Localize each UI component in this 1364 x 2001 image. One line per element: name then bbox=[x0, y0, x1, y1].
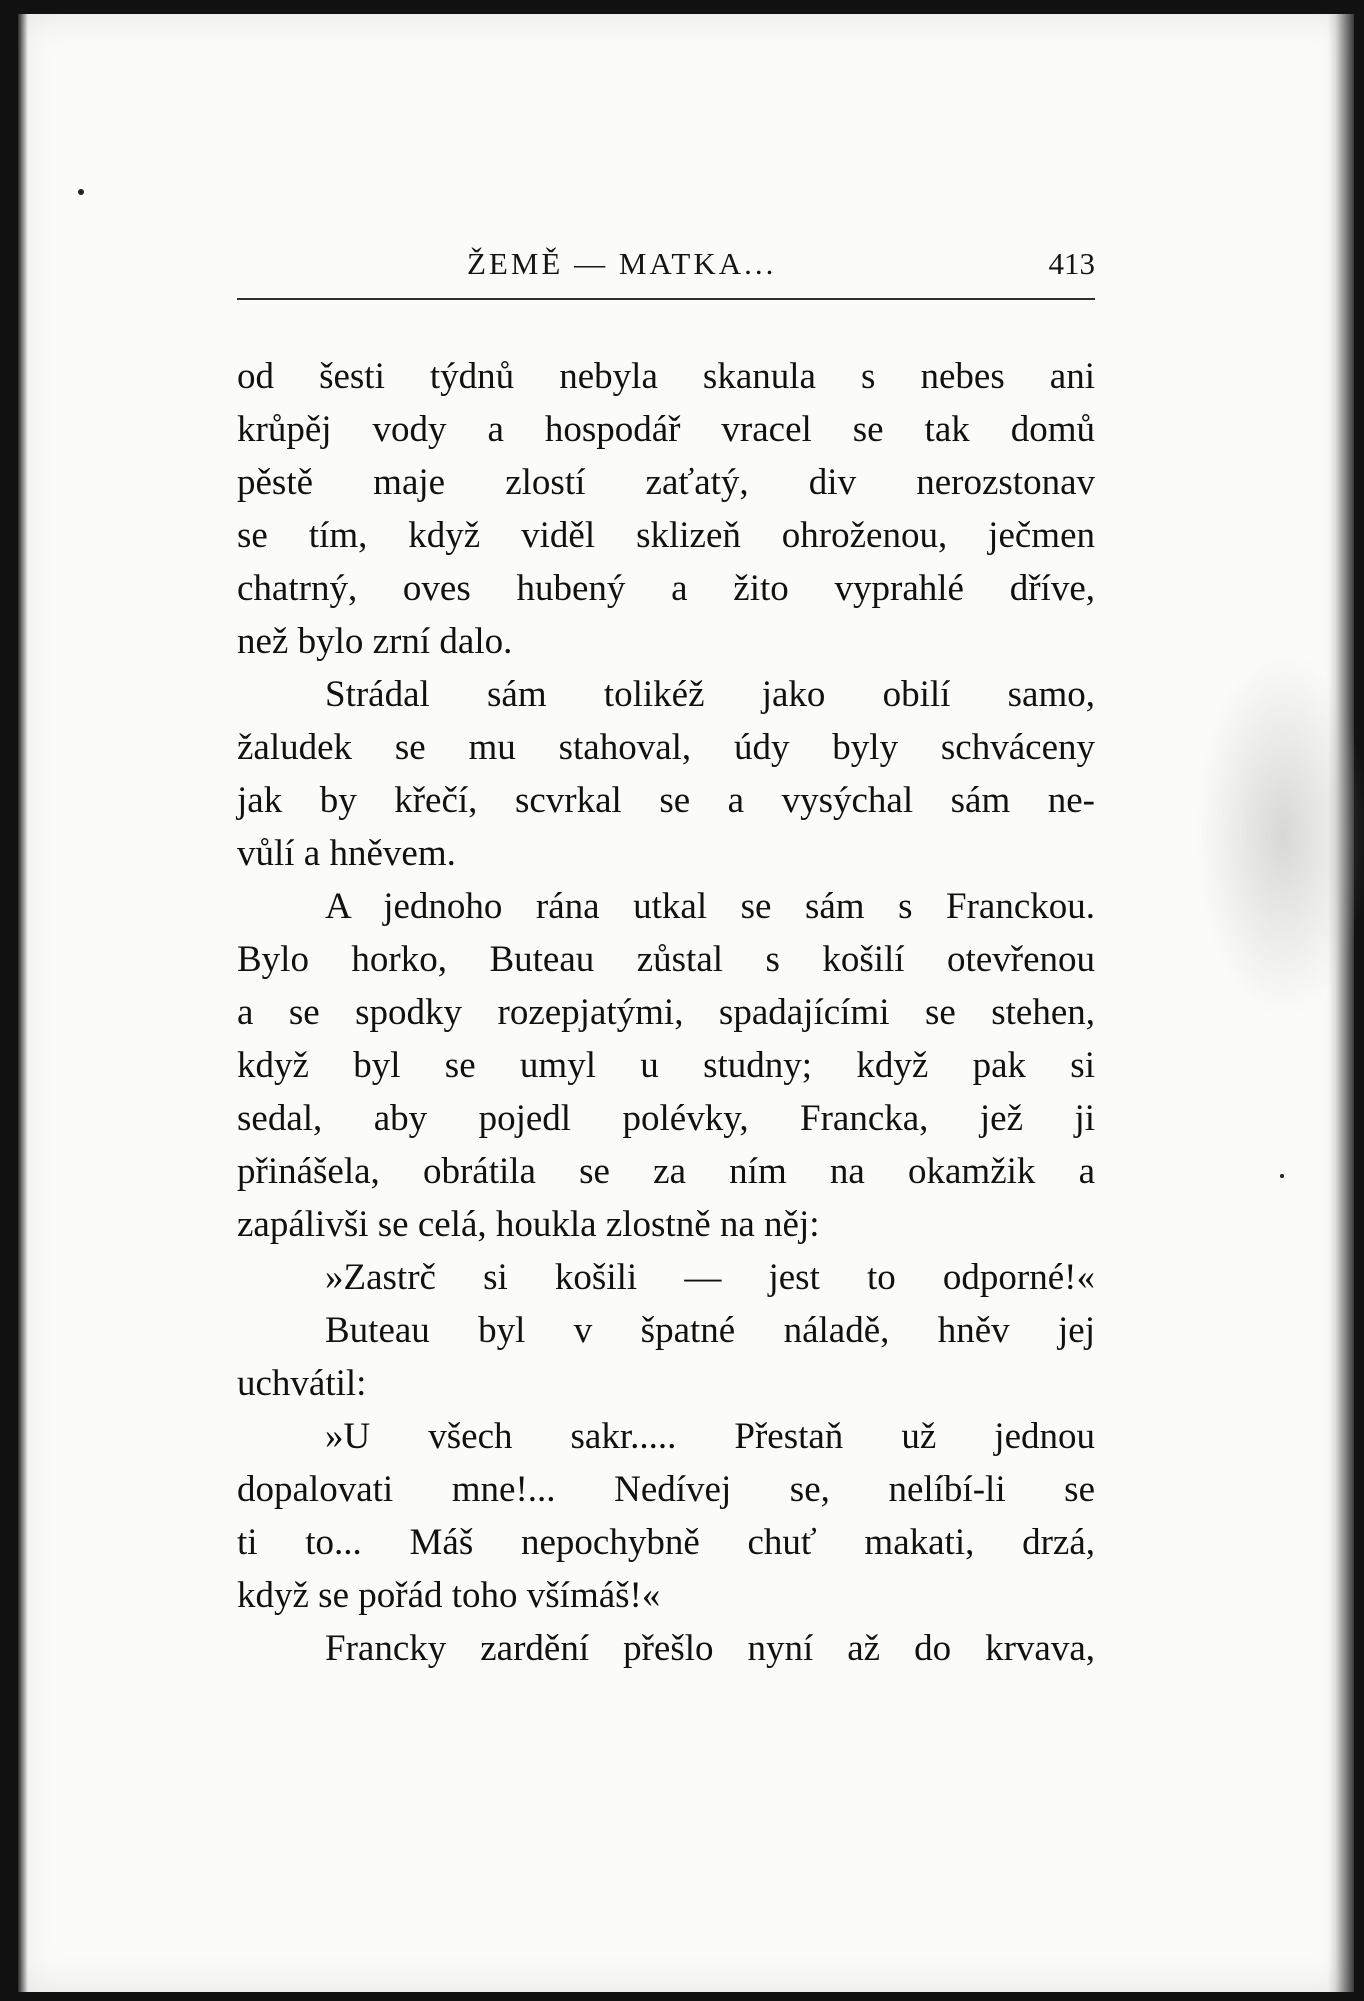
text-line: Bylo horko, Buteau zůstal s košilí otevřenou bbox=[237, 939, 1095, 980]
text-line: Strádal sám tolikéž jako obilí samo, bbox=[325, 674, 1095, 715]
text-line: když se pořád toho všímáš!« bbox=[237, 1575, 661, 1616]
ink-speck bbox=[1280, 1174, 1284, 1178]
text-line: vůlí a hněvem. bbox=[237, 833, 456, 874]
text-line: a se spodky rozepjatými, spadajícími se stehen, bbox=[237, 992, 1095, 1033]
text-line: chatrný, oves hubený a žito vyprahlé dříve, bbox=[237, 568, 1095, 609]
text-line: krůpěj vody a hospodář vracel se tak domů bbox=[237, 409, 1095, 450]
running-head bbox=[237, 246, 1095, 294]
text-line: se tím, když viděl sklizeň ohroženou, ječmen bbox=[237, 515, 1095, 556]
text-line: »Zastrč si košili — jest to odporné!« bbox=[325, 1257, 1095, 1298]
text-line: dopalovati mne!... Nedívej se, nelíbí-li se bbox=[237, 1469, 1095, 1510]
running-head-title: ŽEMĚ — MATKA... bbox=[467, 246, 777, 281]
text-line: Buteau byl v špatné náladě, hněv jej bbox=[325, 1310, 1095, 1351]
text-line: přinášela, obrátila se za ním na okamžik a bbox=[237, 1151, 1095, 1192]
body-text bbox=[237, 350, 1095, 1675]
page-number: 413 bbox=[1048, 246, 1095, 281]
text-line: než bylo zrní dalo. bbox=[237, 621, 513, 662]
text-line: »U všech sakr..... Přestaň už jednou bbox=[325, 1416, 1095, 1457]
scan-smudge bbox=[1198, 654, 1364, 1014]
text-line: když byl se umyl u studny; když pak si bbox=[237, 1045, 1095, 1086]
text-line: uchvátil: bbox=[237, 1363, 367, 1404]
text-line: jak by křečí, scvrkal se a vysýchal sám ne- bbox=[237, 780, 1095, 821]
ink-speck bbox=[78, 189, 84, 195]
text-line: A jednoho rána utkal se sám s Franckou. bbox=[325, 886, 1095, 927]
header-rule bbox=[237, 298, 1095, 300]
text-line: sedal, aby pojedl polévky, Francka, jež ji bbox=[237, 1098, 1095, 1139]
page-binding-shadow bbox=[18, 14, 28, 1992]
text-line: od šesti týdnů nebyla skanula s nebes ani bbox=[237, 356, 1095, 397]
text-line: pěstě maje zlostí zaťatý, div nerozstonav bbox=[237, 462, 1095, 503]
text-line: žaludek se mu stahoval, údy byly schváceny bbox=[237, 727, 1095, 768]
text-line: ti to... Máš nepochybně chuť makati, drzá, bbox=[237, 1522, 1095, 1563]
text-line: zapálivši se celá, houkla zlostně na něj: bbox=[237, 1204, 820, 1245]
text-line: Francky zardění přešlo nyní až do krvava, bbox=[325, 1628, 1095, 1669]
